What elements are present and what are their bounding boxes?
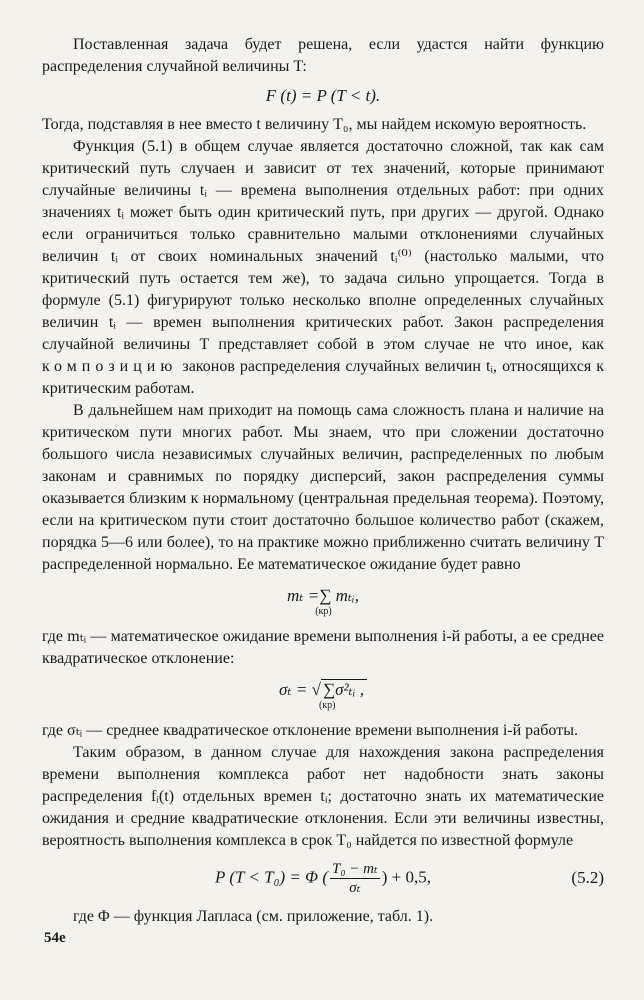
paragraph-3-part-c: законов распределения случайных величин tᵢ, относящихся к критическим работам. <box>42 358 605 397</box>
formula-probability-fraction <box>330 860 380 897</box>
formula-probability-numerator: T₀ − mₜ <box>332 861 378 877</box>
paragraph-2: Тогда, подставляя в нее вместо t величину T₀, мы найдем искомую вероятность. <box>42 116 587 133</box>
page-body <box>42 34 604 928</box>
formula-probability-denominator: σₜ <box>349 880 361 896</box>
paragraph-3-part-a: Функция (5.1) в общем случае является достаточно сложной, так как сам критический путь случаен и зависит от тех значений, которые принимают случайные величины tᵢ — времена выполнения отдельных работ: при одних значениях tᵢ может быть один критический путь, при других — другой. Однако если ограничиться только сравнительно малыми отклонениями случайных величин tᵢ от своих номинальных значений tᵢ⁽⁰⁾ (настолько малыми, что критический путь остается тем же), то задача сильно упрощается. Тогда в формуле (5.1) фигурируют только несколько вполне определенных случайных величин tᵢ — времен выполнения критических работ. Закон распределения случайной величины T представляет собой в этом случае не что иное, как <box>42 138 604 353</box>
paragraph-1: Поставленная задача будет решена, если удастся найти функцию распределения случайной величины T: <box>42 36 604 75</box>
formula-probability-lhs: P (T < T₀) = Φ ( <box>215 867 328 887</box>
formula-mean <box>42 582 604 618</box>
formula-mean-sum-range: (кр) <box>315 606 332 617</box>
equation-number: (5.2) <box>571 868 604 887</box>
formula-distribution-text: F (t) = P (T < t). <box>265 86 381 105</box>
formula-sigma-radicand <box>318 679 367 711</box>
formula-mean-sum-sign: ∑ <box>319 586 332 605</box>
formula-sigma-sum-range: (кр) <box>318 700 336 711</box>
formula-distribution <box>42 84 604 108</box>
formula-sigma-lhs: σₜ = <box>279 680 308 699</box>
paragraph-6: где σₜᵢ — среднее квадратическое отклонение времени выполнения i-й работы. <box>42 722 578 739</box>
paragraph-8: где Φ — функция Лапласа (см. приложение, табл. 1). <box>73 908 434 925</box>
page-number: 54e <box>44 930 66 946</box>
formula-sigma-root-sign: √ <box>311 680 321 699</box>
formula-mean-lhs: mₜ = <box>287 586 320 605</box>
formula-mean-rhs: mₜᵢ, <box>335 586 359 605</box>
formula-sigma-rhs: σ²ₜᵢ , <box>335 680 364 699</box>
formula-probability-rhs: ) + 0,5, <box>381 867 431 887</box>
paragraph-5: где mₜᵢ — математическое ожидание времени выполнения i-й работы, а ее среднее квадратическое отклонение: <box>42 628 604 667</box>
paragraph-3-emphasis: композицию <box>42 358 178 375</box>
paragraph-4: В дальнейшем нам приходит на помощь сама сложность плана и наличие на критическом пути многих работ. Мы знаем, что при сложении достаточно большого числа независимых случайных величин, распределенных по любым законам и сравнимых по порядку дисперсий, закон распределения суммы оказывается близким к нормальному (центральная предельная теорема). Поэтому, если на критическом пути стоит достаточно большое количество работ (скажем, порядка 5—6 или более), то на практике можно приближенно считать величину T распределенной нормально. Ее математическое ожидание будет равно <box>42 402 604 573</box>
paragraph-3 <box>42 136 604 400</box>
paragraph-7: Таким образом, в данном случае для нахождения закона распределения времени выполнения комплекса работ нет надобности знать законы распределения fᵢ(t) отдельных времен tᵢ; достаточно знать их математические ожидания и средние квадратические отклонения. Если эти величины известны, вероятность выполнения комплекса в срок T₀ найдется по известной формуле <box>42 744 604 849</box>
formula-probability <box>42 858 604 898</box>
formula-sigma <box>42 676 604 712</box>
formula-sigma-sum-sign: ∑ <box>322 680 336 699</box>
